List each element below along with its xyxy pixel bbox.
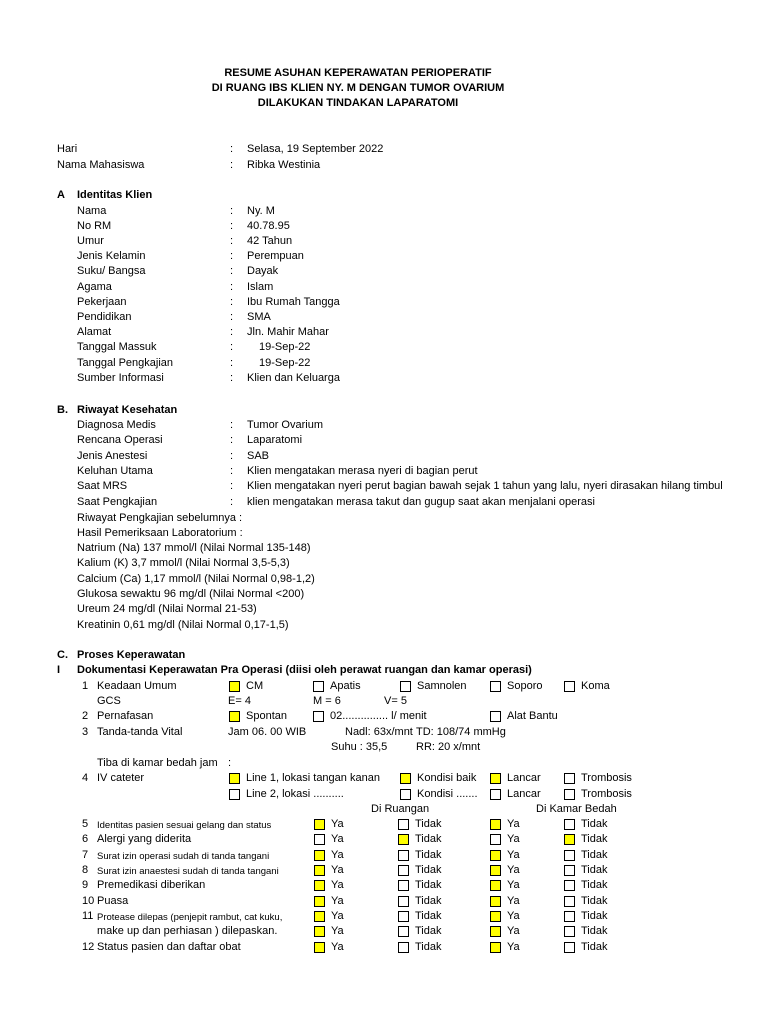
item-number: 2 [82,710,89,722]
colon: : [230,371,234,384]
lab-result: Kalium (K) 3,7 mmol/l (Nilai Normal 3,5-5,3) [77,557,290,570]
field-value: 19-Sep-22 [259,356,311,369]
option-label: 02............... l/ menit [330,710,427,722]
field-label: Pekerjaan [77,295,127,308]
gcs-v-value: V= 5 [384,695,407,707]
option-label: Ya [331,894,344,907]
option-label: Lancar [507,772,541,784]
checkbox-ruangan-ya[interactable] [314,865,325,876]
checkbox-kamar-ya[interactable] [490,911,501,922]
checkbox-pernafasan-2[interactable] [490,711,501,722]
field-value: klien mengatakan merasa takut dan gugup saat akan menjalani operasi [247,495,595,508]
lab-title: Hasil Pemeriksaan Laboratorium : [77,527,243,539]
lab-result: Natrium (Na) 137 mmol/l (Nilai Normal 135-148) [77,542,311,554]
tiba-colon: : [228,757,232,769]
option-label: Spontan [246,710,287,722]
option-label: Tidak [581,925,608,938]
item-number: 12 [82,940,95,953]
checkbox-keadaan-0[interactable] [229,681,240,692]
option-label: Soporo [507,680,543,692]
item-number: 7 [82,848,89,861]
colon: : [230,219,234,232]
option-label: Ya [507,940,520,953]
option-label: Ya [507,864,520,877]
checkbox-ruangan-ya[interactable] [314,834,325,845]
checkbox-kamar-ya[interactable] [490,819,501,830]
option-label: Tidak [581,848,608,861]
ttv-suhu: Suhu : 35,5 [331,741,388,753]
checkbox-ruangan-ya[interactable] [314,880,325,891]
field-label: Keluhan Utama [77,464,153,477]
field-label: Alamat [77,326,112,339]
option-label: Tidak [581,940,608,953]
field-label: Saat MRS [77,480,128,493]
colon: : [230,419,234,431]
option-label: Trombosis [581,787,632,800]
checklist-label: make up dan perhiasan ) dilepaskan. [97,925,278,938]
ttv-rr: RR: 20 x/mnt [416,741,481,753]
option-label: Tidak [415,848,442,861]
checkbox-kamar-tidak[interactable] [564,911,575,922]
lab-result: Ureum 24 mg/dl (Nilai Normal 21-53) [77,603,257,616]
field-value: Selasa, 19 September 2022 [247,143,384,155]
option-label: Line 1, lokasi tangan kanan [246,772,380,784]
option-label: Ya [331,925,344,938]
option-label: Ya [507,818,520,830]
field-value: SAB [247,449,270,462]
gcs-m-value: M = 6 [313,695,341,707]
field-value: Ny. M [247,204,275,217]
checklist-label: Surat izin anaestesi sudah di tanda tangani [97,866,279,878]
checkbox-ruangan-ya[interactable] [314,850,325,861]
colon: : [230,356,234,369]
option-label: Tidak [581,833,608,846]
checkbox-iv-1-0[interactable] [229,789,240,800]
item-number: 8 [82,864,89,877]
checkbox-kamar-ya[interactable] [490,926,501,937]
doc-title-line2: DI RUANG IBS KLIEN NY. M DENGAN TUMOR OVARIUM [211,82,505,94]
option-label: Tidak [415,833,442,846]
section-a-letter: A [57,189,65,201]
checkbox-kamar-tidak[interactable] [564,819,575,830]
checkbox-kamar-ya[interactable] [490,865,501,876]
riwayat-pengkajian: Riwayat Pengkajian sebelumnya : [77,512,243,524]
colon: : [230,159,234,171]
subsection-i-letter: I [57,664,61,676]
item-number: 11 [82,910,94,923]
colon: : [230,250,234,263]
option-label: Trombosis [581,772,632,784]
option-label: Ya [331,818,344,830]
option-label: Tidak [415,864,442,877]
field-value: 19-Sep-22 [259,341,311,354]
section-b-title: Riwayat Kesehatan [77,404,178,416]
colon: : [230,280,234,293]
colon: : [230,204,234,217]
option-label: Koma [581,680,610,692]
checkbox-iv-1-2[interactable] [490,789,501,800]
lab-result: Glukosa sewaktu 96 mg/dl (Nilai Normal <200) [77,587,305,600]
checklist-label: Alergi yang diderita [97,833,192,846]
option-label: CM [246,680,264,692]
option-label: Tidak [415,879,442,892]
checkbox-ruangan-tidak[interactable] [398,865,409,876]
checkbox-ruangan-tidak[interactable] [398,880,409,891]
item-number: 6 [82,833,89,846]
field-label: Jenis Kelamin [77,250,146,263]
option-label: Ya [507,848,520,861]
checkbox-keadaan-3[interactable] [490,681,501,692]
col-header-di-ruangan: Di Ruangan [371,803,430,815]
option-label: Lancar [507,787,541,800]
colon: : [230,295,234,308]
field-value: 40.78.95 [247,219,290,232]
checkbox-keadaan-4[interactable] [564,681,575,692]
checkbox-iv-0-3[interactable] [564,773,575,784]
field-value: Tumor Ovarium [247,419,323,431]
gcs-label: GCS [97,695,121,707]
checkbox-iv-0-2[interactable] [490,773,501,784]
checklist-label: Premedikasi diberikan [97,879,206,892]
checklist-label: Surat izin operasi sudah di tanda tangani [97,850,270,862]
option-label: Ya [331,879,344,892]
colon: : [230,480,234,493]
option-label: Ya [507,879,520,892]
option-label: Kondisi baik [417,772,477,784]
option-label: Tidak [581,818,608,830]
option-label: Tidak [415,925,442,938]
item-number: 3 [82,726,89,738]
lab-result: Calcium (Ca) 1,17 mmol/l (Nilai Normal 0,98-1,2) [77,572,315,585]
colon: : [230,341,234,354]
checkbox-pernafasan-1[interactable] [313,711,324,722]
field-label: Tanggal Massuk [77,341,157,354]
field-label: Diagnosa Medis [77,419,156,431]
section-c-letter: C. [57,649,68,661]
field-value: Laparatomi [247,434,303,447]
option-label: Tidak [581,894,608,907]
tiba-label: Tiba di kamar bedah jam [97,757,218,769]
checkbox-pernafasan-0[interactable] [229,711,240,722]
gcs-e-value: E= 4 [228,695,251,707]
field-label: Nama Mahasiswa [57,159,145,171]
checkbox-ruangan-tidak[interactable] [398,896,409,907]
checkbox-kamar-ya[interactable] [490,850,501,861]
section-c-title: Proses Keperawatan [77,649,186,661]
field-label: Suku/ Bangsa [77,265,146,278]
field-value: 42 Tahun [247,234,293,247]
option-label: Ya [331,833,344,846]
colon: : [230,495,234,508]
option-label: Alat Bantu [507,710,558,722]
field-label: Pendidikan [77,310,132,323]
checkbox-kamar-tidak[interactable] [564,834,575,845]
checklist-label: Puasa [97,894,129,907]
checklist-label: Identitas pasien sesuai gelang dan status [97,820,272,831]
doc-title-line3: DILAKUKAN TINDAKAN LAPARATOMI [257,97,459,109]
checkbox-kamar-ya[interactable] [490,834,501,845]
option-label: Tidak [415,910,442,923]
checkbox-ruangan-tidak[interactable] [398,850,409,861]
field-value: Ribka Westinia [247,159,321,171]
option-label: Tidak [415,894,442,907]
checkbox-ruangan-ya[interactable] [314,911,325,922]
field-value: Islam [247,280,274,293]
colon: : [230,265,234,278]
field-label: Nama [77,204,107,217]
option-label: Samnolen [417,680,467,692]
option-label: Ya [331,910,344,923]
option-label: Line 2, lokasi .......... [246,787,344,800]
ttv-jam: Jam 06. 00 WIB [228,726,307,738]
ttv-td: TD: 108/74 mmHg [416,726,506,738]
checkbox-kamar-ya[interactable] [490,880,501,891]
colon: : [230,234,234,247]
option-label: Ya [507,925,520,938]
checkbox-kamar-tidak[interactable] [564,850,575,861]
checkbox-keadaan-2[interactable] [400,681,411,692]
field-label: Jenis Anestesi [77,449,148,462]
checkbox-kamar-tidak[interactable] [564,896,575,907]
item-label-pernafasan: Pernafasan [97,710,154,722]
checkbox-ruangan-tidak[interactable] [398,926,409,937]
checkbox-ruangan-ya[interactable] [314,896,325,907]
option-label: Ya [507,833,520,846]
checkbox-ruangan-ya[interactable] [314,819,325,830]
item-label-keadaan-umum: Keadaan Umum [97,680,177,692]
doc-title-line1: RESUME ASUHAN KEPERAWATAN PERIOPERATIF [224,67,492,79]
option-label: Kondisi ....... [417,787,478,800]
field-value: Ibu Rumah Tangga [247,295,340,308]
field-value: Klien mengatakan nyeri perut bagian bawah sejak 1 tahun yang lalu, nyeri dirasakan hilang timbul [247,480,723,493]
field-label: Sumber Informasi [77,371,164,384]
checklist-label: Protease dilepas (penjepit rambut, cat kuku, [97,912,283,924]
field-value: Perempuan [247,250,304,263]
item-number: 4 [82,772,89,784]
subsection-i-title: Dokumentasi Keperawatan Pra Operasi (diisi oleh perawat ruangan dan kamar operasi) [77,664,532,676]
col-header-di-kamar-bedah: Di Kamar Bedah [536,803,617,815]
item-label-iv-cateter: IV cateter [97,772,145,784]
option-label: Ya [331,864,344,877]
item-label-ttv: Tanda-tanda Vital [97,726,183,738]
checkbox-ruangan-ya[interactable] [314,942,325,953]
field-label: Umur [77,234,104,247]
checkbox-keadaan-1[interactable] [313,681,324,692]
checkbox-kamar-ya[interactable] [490,942,501,953]
checkbox-ruangan-tidak[interactable] [398,819,409,830]
field-value: Klien mengatakan merasa nyeri di bagian perut [247,464,478,477]
field-value: SMA [247,310,271,323]
option-label: Ya [331,848,344,861]
checkbox-kamar-tidak[interactable] [564,865,575,876]
checkbox-iv-0-1[interactable] [400,773,411,784]
checkbox-iv-1-3[interactable] [564,789,575,800]
checkbox-ruangan-tidak[interactable] [398,942,409,953]
colon: : [230,143,234,155]
option-label: Ya [507,910,520,923]
checkbox-kamar-tidak[interactable] [564,942,575,953]
field-label: Saat Pengkajian [77,495,158,508]
item-number: 5 [82,818,89,830]
field-label: Rencana Operasi [77,434,163,447]
colon: : [230,434,234,447]
item-number: 1 [82,680,89,692]
option-label: Apatis [330,680,361,692]
checkbox-kamar-tidak[interactable] [564,880,575,891]
section-b-letter: B. [57,404,68,416]
checkbox-kamar-ya[interactable] [490,896,501,907]
field-value: Klien dan Keluarga [247,371,340,384]
checkbox-iv-0-0[interactable] [229,773,240,784]
option-label: Tidak [581,910,608,923]
item-number: 10 [82,894,95,907]
checklist-label: Status pasien dan daftar obat [97,940,241,953]
field-label: Hari [57,143,78,155]
field-value: Jln. Mahir Mahar [247,326,329,339]
option-label: Tidak [581,864,608,877]
checkbox-ruangan-tidak[interactable] [398,834,409,845]
checkbox-iv-1-1[interactable] [400,789,411,800]
colon: : [230,464,234,477]
colon: : [230,310,234,323]
field-label: Tanggal Pengkajian [77,356,174,369]
option-label: Ya [507,894,520,907]
item-number: 9 [82,879,89,892]
checkbox-kamar-tidak[interactable] [564,926,575,937]
colon: : [230,326,234,339]
option-label: Tidak [415,940,442,953]
lab-result: Kreatinin 0,61 mg/dl (Nilai Normal 0,17-1,5) [77,618,289,631]
ttv-nadi: Nadl: 63x/mnt [345,726,413,738]
field-label: Agama [77,280,112,293]
option-label: Tidak [581,879,608,892]
checkbox-ruangan-tidak[interactable] [398,911,409,922]
colon: : [230,449,234,462]
section-a-title: Identitas Klien [77,189,153,201]
field-label: No RM [77,219,112,232]
checkbox-ruangan-ya[interactable] [314,926,325,937]
option-label: Tidak [415,818,442,830]
option-label: Ya [331,940,344,953]
field-value: Dayak [247,265,279,278]
